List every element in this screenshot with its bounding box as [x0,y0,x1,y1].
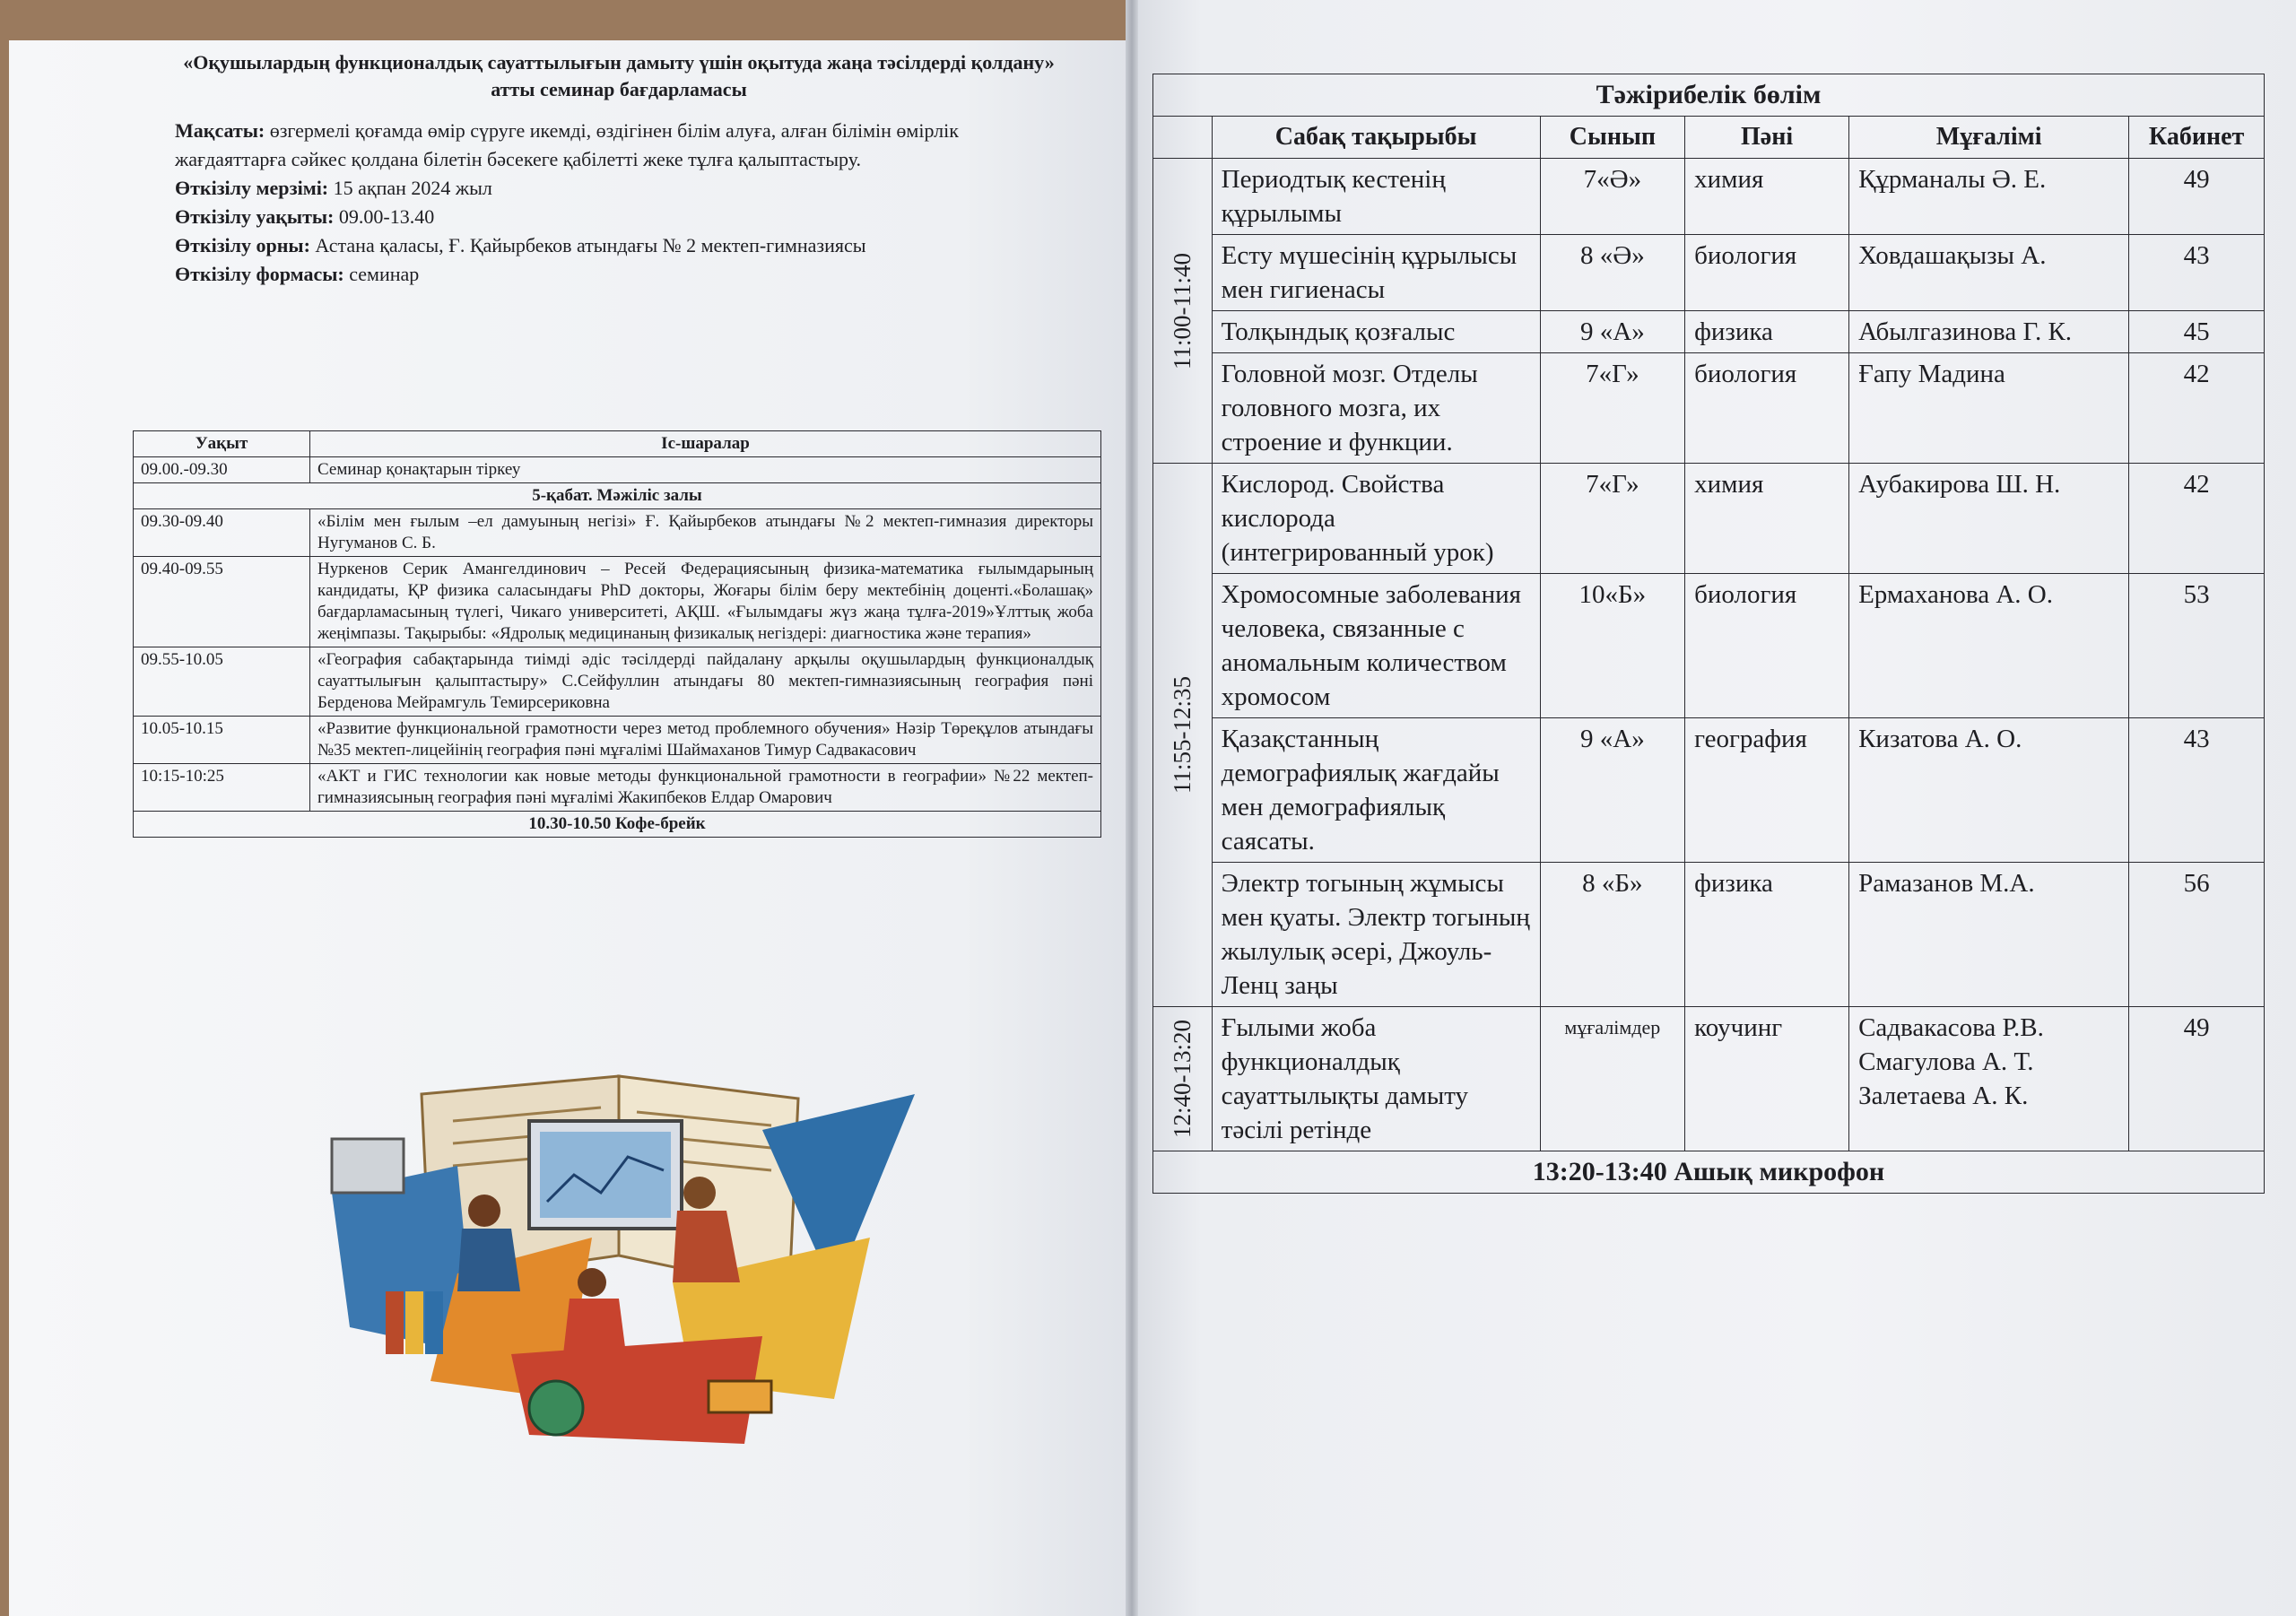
table-row: Толқындық қозғалыс 9 «А» физика Абылгазинова Г. К. 45 [1153,311,2265,353]
footer-row [1153,1151,2265,1194]
agenda-row: 09.30-09.40 «Білім мен ғылым –ел дамуының негізі» Ғ. Қайырбеков атындағы №2 мектеп-гимназия директоры Нугуманов С. Б. [134,509,1101,557]
agenda-col-events: Іс-шаралар [310,431,1101,457]
agenda-row: 10:15-10:25 «АКТ и ГИС технологии как новые методы функциональной грамотности в географии» №22 мектеп-гимназиясының география пәні мұғалімі Жакипбеков Елдар Омарович [134,764,1101,812]
agenda-row: 09.00.-09.30 Семинар қонақтарын тіркеу [134,457,1101,483]
col-teacher: Мұғалімі [1849,117,2129,159]
time-line: Өткізілу уақыты: 09.00-13.40 [175,205,435,228]
agenda-row: 09.55-10.05 «География сабақтарында тиімді әдіс тәсілдерді пайдалану арқылы оқушылардың функционалдық сауаттылығын қалыптастыру» С.Сейфуллин атындағы 80 мектеп-гимназиясының география пәні Берденова Мейрамгуль Темирсериковна [134,647,1101,717]
place-line: Өткізілу орны: Астана қаласы, Ғ. Қайырбеков атындағы № 2 мектеп-гимназиясы [175,234,866,256]
purpose-line: Мақсаты: өзгермелі қоғамда өмір сүруге икемді, өздігінен білім алуға, алған білімін өмірлік жағдаяттарға сәйкес қолдана білетін бәсекеге қабілетті жеке тұлға қалыптастыру. [175,119,959,170]
table-row: Электр тогының жұмысы мен қуаты. Электр тогының жылулық әсері, Джоуль-Ленц заңы 8 «Б» физика Рамазанов М.А. 56 [1153,863,2265,1007]
practice-table [1152,74,2265,1194]
seminar-title: «Оқушылардың функционалдық сауаттылығын дамыту үшін оқытуда жаңа тәсілдерді қолдану» атты семинар бағдарламасы [183,51,1055,100]
table-row: 12:40-13:20 Ғылыми жоба функционалдық сауаттылықты дамыту тәсілі ретінде мұғалімдер коучинг Садвакасова Р.В. Смагулова А. Т. Залетаева А. К. 49 [1153,1007,2265,1151]
time-slot-3: 12:40-13:20 [1153,1007,1213,1151]
col-room: Кабинет [2129,117,2265,159]
form-line: Өткізілу формасы: семинар [175,263,420,285]
practice-section-title: Тәжірибелік бөлім [1153,74,2265,117]
open-microphone: 13:20-13:40 Ашық микрофон [1153,1151,2265,1194]
agenda-row: 10.05-10.15 «Развитие функциональной грамотности через метод проблемного обучения» Нәзір Төреқұлов атындағы №35 мектеп-лицейінің география пәні мұғалімі Шаймаханов Тимур Садвакасович [134,717,1101,764]
practice-header-row [1153,117,2265,159]
agenda-row: 5-қабат. Мәжіліс залы [134,483,1101,509]
time-slot-2: 11:55-12:35 [1153,464,1213,1007]
agenda-table [133,430,1101,838]
page-fold [1126,0,1138,1616]
col-class: Сынып [1540,117,1684,159]
agenda-row: 09.40-09.55 Нуркенов Серик Амангелдинович – Ресей Федерациясының физика-математика ғылымдарының кандидаты, ҚР физика саласындағы PhD докторы, Жоғары білім беру мектебінің доценті.«Болашақ» бағдарламасының түлегі, Чикаго университеті, АҚШ. «Ғылымдағы жүз жаңа тұлға-2019»Ұлттық жоба жеңімпазы. Тақырыбы: «Ядролық медицинаның физикалық негіздері: диагностика және терапия» [134,557,1101,647]
table-row: Қазақстанның демографиялық жағдайы мен демографиялық саясаты. 9 «А» география Кизатова А. О. 43 [1153,718,2265,863]
seminar-intro [175,117,1036,289]
col-subject: Пәні [1685,117,1849,159]
table-row: Головной мозг. Отделы головного мозга, их строение и функции. 7«Г» биология Ғапу Мадина 42 [1153,353,2265,464]
table-row: Есту мүшесінің құрылысы мен гигиенасы 8 «Ә» биология Ховдашақызы А. 43 [1153,235,2265,311]
date-line: Өткізілу мерзімі: 15 ақпан 2024 жыл [175,177,492,199]
education-illustration [296,1058,942,1453]
time-slot-1: 11:00-11:40 [1153,159,1213,464]
col-topic: Сабақ тақырыбы [1212,117,1540,159]
table-row: Хромосомные заболевания человека, связанные с аномальным количеством хромосом 10«Б» биология Ермаханова А. О. 53 [1153,574,2265,718]
table-row: 11:55-12:35 Кислород. Свойства кислорода (интегрированный урок) 7«Г» химия Аубакирова Ш. Н. 42 [1153,464,2265,574]
agenda-col-time: Уақыт [134,431,310,457]
agenda-row: 10.30-10.50 Кофе-брейк [134,812,1101,838]
table-row: 11:00-11:40 Периодтық кестенің құрылымы 7«Ә» химия Құрманалы Ә. Е. 49 [1153,159,2265,235]
